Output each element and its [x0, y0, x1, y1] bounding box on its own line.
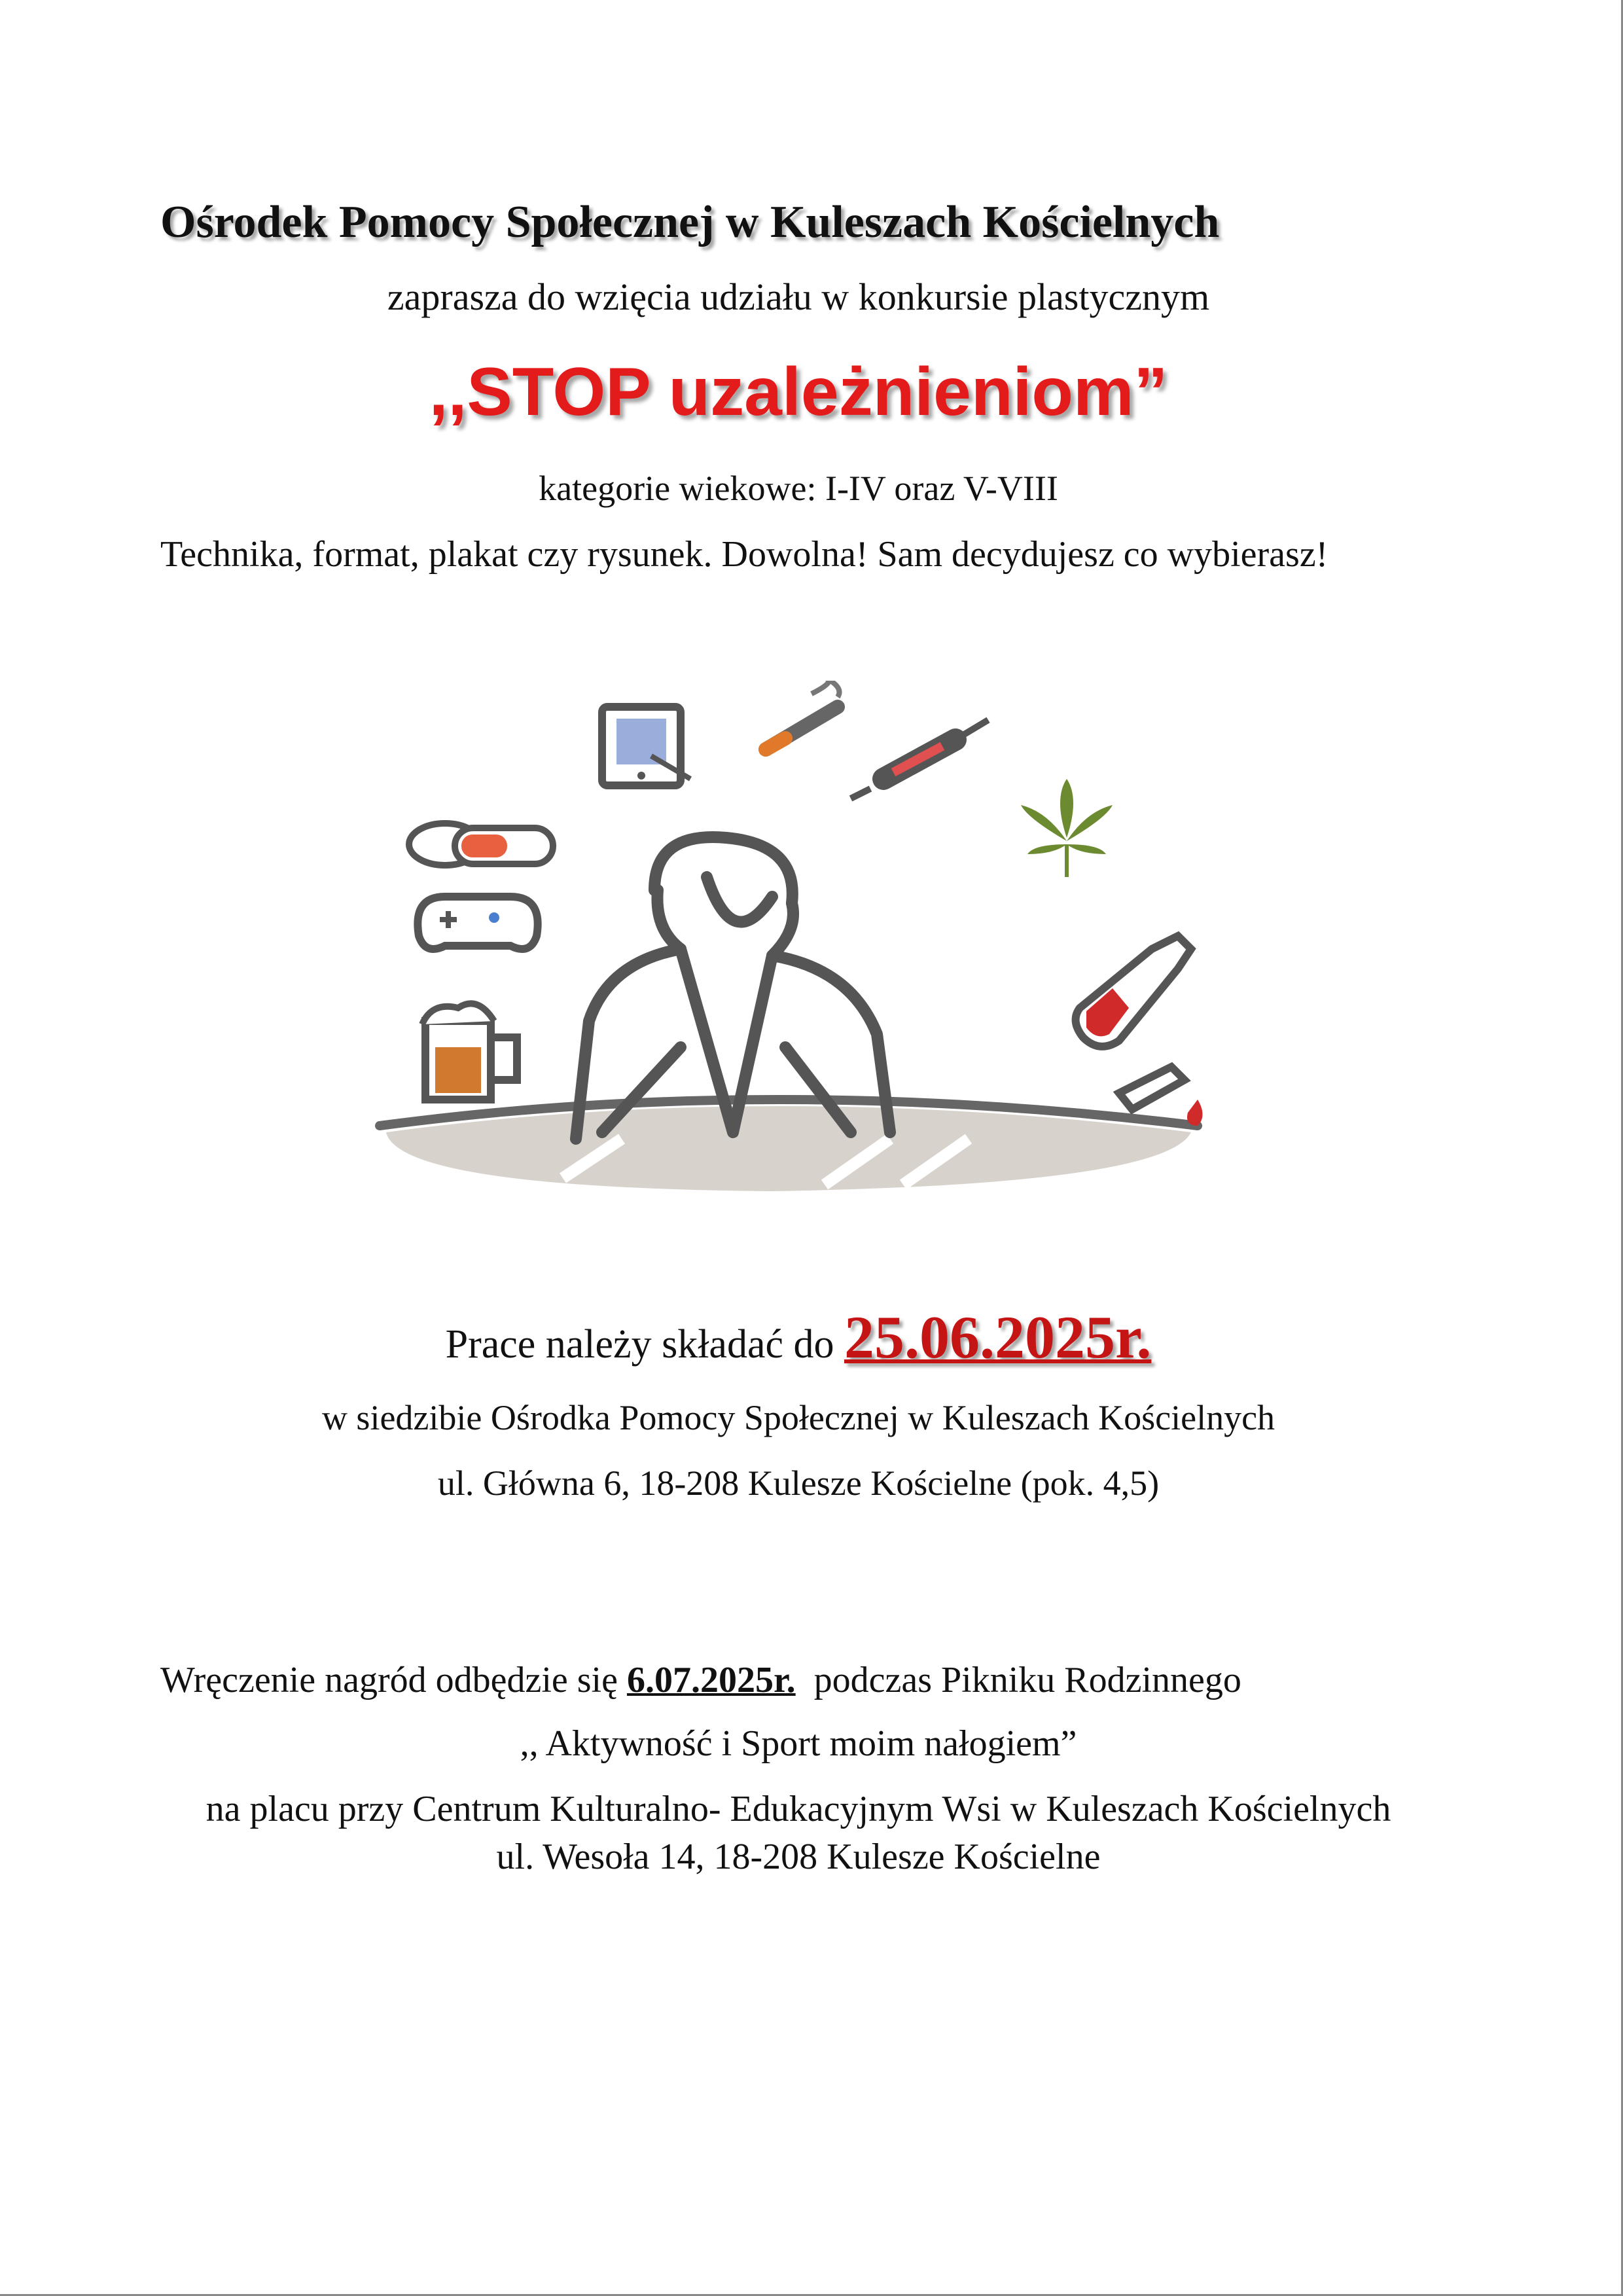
award-suffix: podczas Pikniku Rodzinnego: [795, 1660, 1241, 1700]
deadline-prefix: Prace należy składać do: [445, 1322, 844, 1367]
wine-bottle-icon: [1076, 936, 1191, 1047]
deadline-line: [0, 1302, 1597, 1372]
tablet-icon: [602, 707, 690, 785]
cigarette-icon: [766, 681, 840, 749]
invitation-text: zaprasza do wzięcia udziału w konkursie plastycznym: [387, 276, 1210, 318]
beer-mug-icon: [422, 1003, 517, 1100]
submission-place: w siedzibie Ośrodka Pomocy Społecznej w Kuleszach Kościelnych: [321, 1398, 1275, 1437]
award-prefix: Wręczenie nagród odbędzie się: [160, 1660, 627, 1700]
award-line: [160, 1659, 1241, 1701]
submission-address: ul. Główna 6, 18-208 Kulesze Kościelne (pok. 4,5): [437, 1463, 1160, 1503]
award-date: 6.07.2025r.: [626, 1660, 796, 1700]
gamepad-icon: [418, 897, 537, 949]
cannabis-leaf-icon: [1021, 779, 1113, 877]
addiction-illustration: [314, 681, 1230, 1204]
age-categories: kategorie wiekowe: I-IV oraz V-VIII: [539, 469, 1058, 508]
syringe-icon: [851, 720, 988, 798]
person-figure: [576, 837, 890, 1139]
picnic-place: na placu przy Centrum Kulturalno- Edukacyjnym Wsi w Kuleszach Kościelnych: [205, 1789, 1391, 1829]
picnic-name: ,, Aktywność i Sport moim nałogiem”: [520, 1723, 1077, 1764]
contest-title: ,,STOP uzależnieniom”: [429, 354, 1168, 430]
table-shape: [380, 1100, 1198, 1191]
picnic-address: ul. Wesoła 14, 18-208 Kulesze Kościelne: [496, 1837, 1101, 1877]
deadline-date: 25.06.2025r.: [844, 1304, 1152, 1371]
technique-text: Technika, format, plakat czy rysunek. Dowolna! Sam decydujesz co wybierasz!: [160, 534, 1329, 575]
organization-heading: Ośrodek Pomocy Społecznej w Kuleszach Kościelnych: [160, 197, 1220, 247]
pill-icon: [409, 823, 553, 865]
